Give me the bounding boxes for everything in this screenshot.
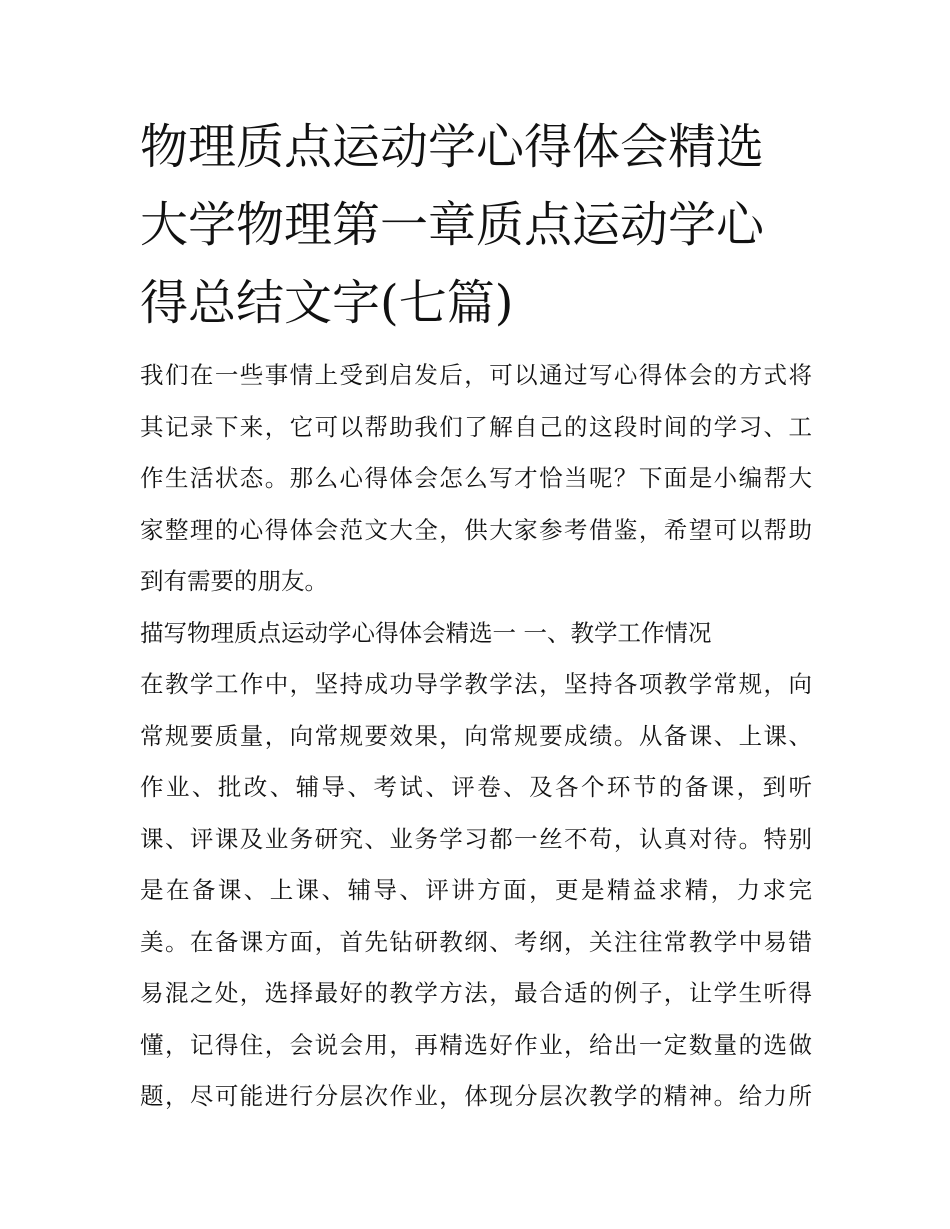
document-body (140, 350, 812, 1123)
paragraph-line: 在教学工作中，坚持成功导学教学法，坚持各项教学常规，向 (140, 670, 812, 698)
title-line: 物理质点运动学心得体会精选 (140, 119, 765, 175)
section-paragraph (140, 659, 812, 1123)
paragraph-line: 题，尽可能进行分层次作业，体现分层次教学的精神。给力所 (140, 1082, 812, 1110)
paragraph-line: 到有需要的朋友。 (140, 567, 328, 595)
document-title (140, 108, 812, 342)
paragraph-line: 美。在备课方面，首先钻研教纲、考纲，关注往常教学中易错 (140, 927, 812, 956)
intro-paragraph (140, 350, 812, 608)
paragraph-line: 作业、批改、辅导、考试、评卷、及各个环节的备课，到听 (140, 773, 812, 801)
document-content (140, 108, 812, 1123)
title-line: 得总结文字(七篇) (140, 275, 514, 331)
paragraph-line: 是在备课、上课、辅导、评讲方面，更是精益求精，力求完 (140, 876, 812, 904)
paragraph-line: 作生活状态。那么心得体会怎么写才恰当呢？下面是小编帮大 (140, 464, 812, 492)
paragraph-line: 易混之处，选择最好的教学方法，最合适的例子，让学生听得 (140, 979, 812, 1007)
paragraph-line: 其记录下来，它可以帮助我们了解自己的这段时间的学习、工 (140, 412, 812, 441)
paragraph-line: 家整理的心得体会范文大全，供大家参考借鉴，希望可以帮助 (140, 515, 812, 544)
section-heading: 描写物理质点运动学心得体会精选一 一、教学工作情况 (140, 618, 712, 647)
title-line: 大学物理第一章质点运动学心 (140, 197, 765, 253)
paragraph-line: 懂，记得住，会说会用，再精选好作业，给出一定数量的选做 (140, 1030, 812, 1059)
paragraph-line: 我们在一些事情上受到启发后，可以通过写心得体会的方式将 (140, 361, 812, 389)
paragraph-line: 常规要质量，向常规要效果，向常规要成绩。从备课、上课、 (140, 721, 812, 750)
paragraph-line: 课、评课及业务研究、业务学习都一丝不苟，认真对待。特别 (140, 824, 812, 853)
